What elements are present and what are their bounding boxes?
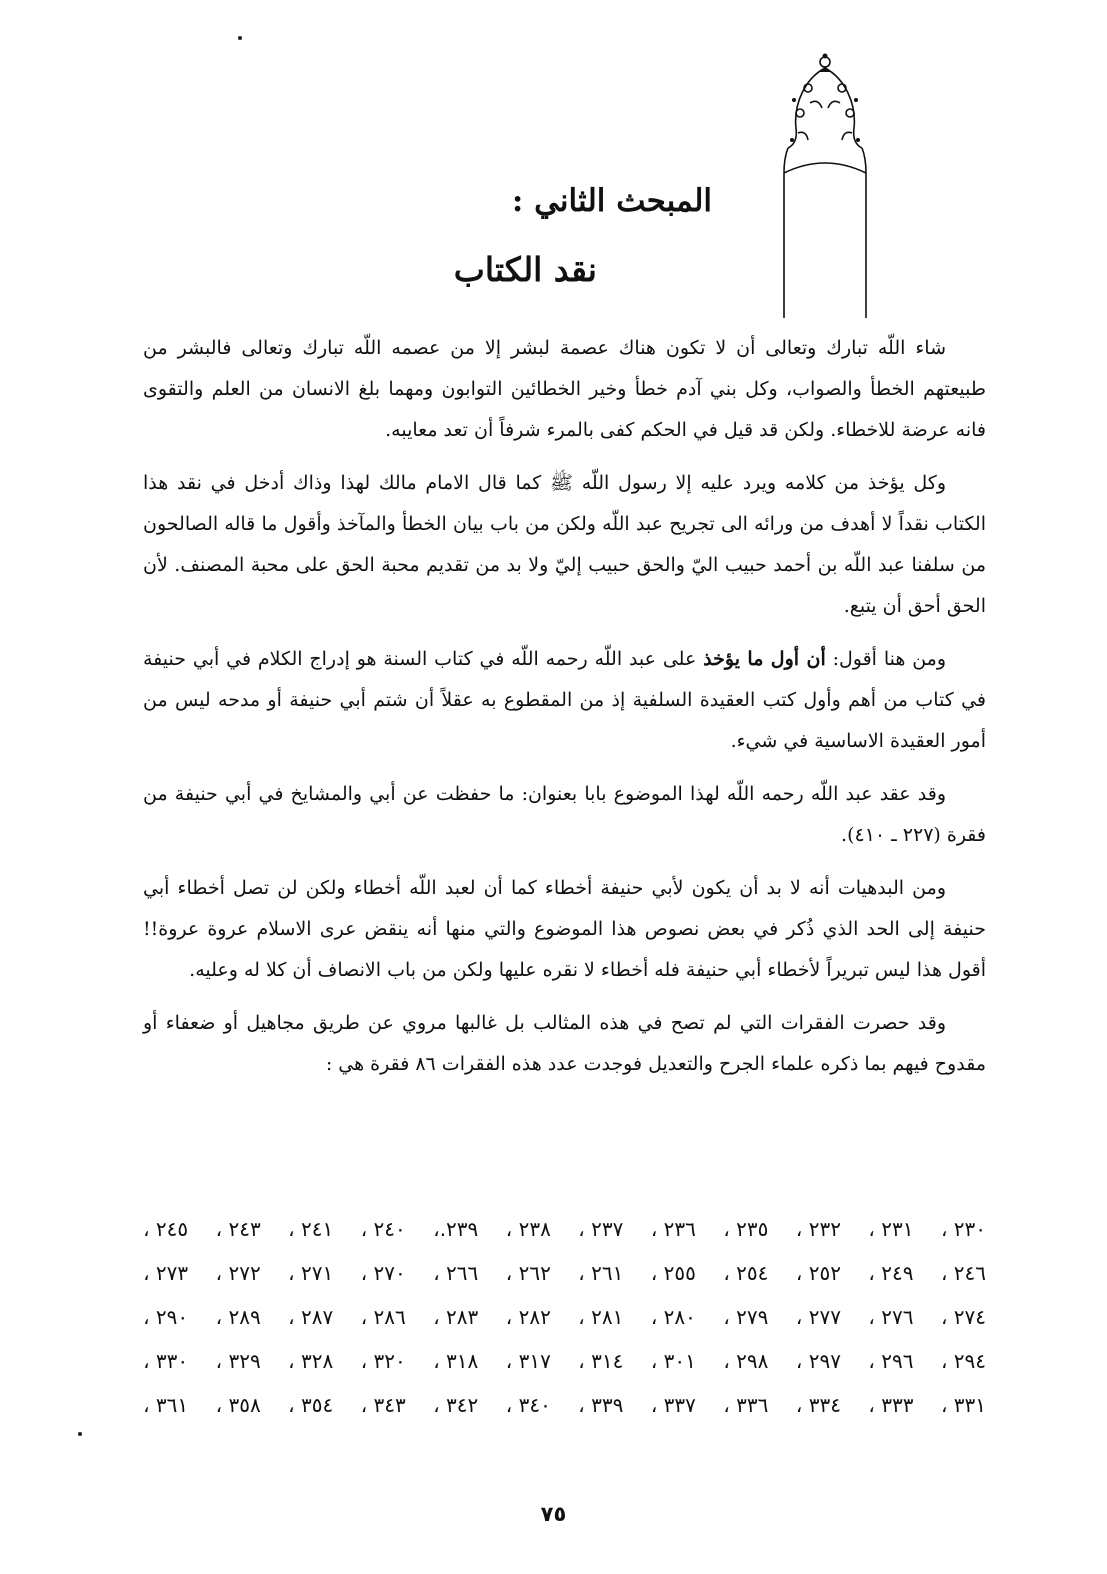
paragraph-number: ٢٧٦ ، — [868, 1305, 914, 1329]
number-row — [143, 1383, 986, 1427]
paragraph-number: ٣٠١ ، — [650, 1349, 696, 1373]
paragraph-number: ٢٤٣ ، — [215, 1217, 261, 1241]
paragraph: وكل يؤخذ من كلامه ويرد عليه إلا رسول اللّه ﷺ كما قال الامام مالك لهذا وذاك أدخل في نقد هذا الكتاب نقداً لا أهدف من ورائه الى تجريح عبد اللّه ولكن من باب بيان الخطأ والمآخذ وأقول ما قاله الصالحون من سلفنا عبد اللّه بن أحمد حبيب اليّ والحق حبيب إليّ ولا بد من تقديم محبة الحق على محبة المصنف. لأن الحق أحق أن يتبع. — [143, 472, 986, 617]
paragraph-number: ٢٨٧ ، — [288, 1305, 334, 1329]
paragraph-number: ٢٣١ ، — [868, 1217, 914, 1241]
arch-ornament-icon — [770, 48, 880, 323]
paragraph-number: ٢٣٨ ، — [505, 1217, 551, 1241]
paragraph — [143, 639, 986, 762]
paragraph-number: ٣٣٧ ، — [650, 1393, 696, 1417]
paragraph-number: ٢٣٩.، — [433, 1217, 479, 1241]
paragraph-lead: ومن هنا أقول: — [825, 648, 947, 670]
section-title: نقد الكتاب — [453, 250, 597, 289]
paragraph-number: ٣٣١ ، — [940, 1393, 986, 1417]
paragraph-number: ٣٦١ ، — [143, 1393, 189, 1417]
paragraph-number: ٢٩٦ ، — [868, 1349, 914, 1373]
paragraph-number: ٣٣٠ ، — [143, 1349, 189, 1373]
body-text — [143, 328, 986, 1097]
paragraph: ومن البدهيات أنه لا بد أن يكون لأبي حنيفة أخطاء كما أن لعبد اللّه أخطاء ولكن لن تصل أخطاء أبي حنيفة إلى الحد الذي ذُكر في بعض نصوص هذا الموضوع والتي منها أنه ينقض عرى الاسلام عروة عروة!! أقول هذا ليس تبريراً لأخطاء أبي حنيفة فله أخطاء لا نقره عليها ولكن من باب الانصاف أن كلا له وعليه. — [143, 877, 986, 981]
paragraph-number: ٢٨٠ ، — [650, 1305, 696, 1329]
paragraph-number: ٢٩٠ ، — [143, 1305, 189, 1329]
paragraph-number: ٣١٤ ، — [578, 1349, 624, 1373]
number-row — [143, 1207, 986, 1251]
paragraph-number: ٢٩٨ ، — [723, 1349, 769, 1373]
paragraph-number: ٢٧١ ، — [288, 1261, 334, 1285]
paragraph-bold-phrase: أن أول ما يؤخذ — [703, 648, 826, 670]
paragraph-number: ٢٧٧ ، — [795, 1305, 841, 1329]
paragraph-number: ٢٩٧ ، — [795, 1349, 841, 1373]
paragraph-number: ٢٣٦ ، — [650, 1217, 696, 1241]
paragraph-number: ٣٤٠ ، — [505, 1393, 551, 1417]
paragraph-number: ٢٧٣ ، — [143, 1261, 189, 1285]
paragraph-number: ٢٨١ ، — [578, 1305, 624, 1329]
paragraph-number: ٢٧٤ ، — [940, 1305, 986, 1329]
number-row — [143, 1295, 986, 1339]
paragraph-number: ٢٤١ ، — [288, 1217, 334, 1241]
paragraph-number: ٣٢٩ ، — [215, 1349, 261, 1373]
speck — [78, 1432, 82, 1436]
paragraph-number: ٣٤٣ ، — [360, 1393, 406, 1417]
paragraph-number: ٣٢٨ ، — [288, 1349, 334, 1373]
number-row — [143, 1251, 986, 1295]
paragraph-number: ٢٣٧ ، — [578, 1217, 624, 1241]
paragraph-number-list — [143, 1207, 986, 1427]
paragraph-number: ٣٥٨ ، — [215, 1393, 261, 1417]
paragraph-number: ٢٦٢ ، — [505, 1261, 551, 1285]
paragraph-number: ٣٤٢ ، — [433, 1393, 479, 1417]
paragraph-number: ٣٣٦ ، — [723, 1393, 769, 1417]
paragraph-number: ٢٥٥ ، — [650, 1261, 696, 1285]
paragraph-number: ٣١٧ ، — [505, 1349, 551, 1373]
paragraph-number: ٢٤٠ ، — [360, 1217, 406, 1241]
paragraph-number: ٢٧٠ ، — [360, 1261, 406, 1285]
paragraph-number: ٣٣٣ ، — [868, 1393, 914, 1417]
paragraph-number: ٢٨٢ ، — [505, 1305, 551, 1329]
paragraph-number: ٢٦٦ ، — [433, 1261, 479, 1285]
paragraph-number: ٢٣٢ ، — [795, 1217, 841, 1241]
paragraph-number: ٢٣٥ ، — [723, 1217, 769, 1241]
paragraph-number: ٢٦١ ، — [578, 1261, 624, 1285]
paragraph-number: ٢٤٩ ، — [868, 1261, 914, 1285]
paragraph-number: ٢٨٩ ، — [215, 1305, 261, 1329]
section-heading: المبحث الثاني : — [511, 183, 712, 219]
paragraph-number: ٢٨٣ ، — [433, 1305, 479, 1329]
paragraph-number: ٢٧٢ ، — [215, 1261, 261, 1285]
paragraph-number: ٢٨٦ ، — [360, 1305, 406, 1329]
page-number: ٧٥ — [540, 1502, 567, 1526]
paragraph: شاء اللّه تبارك وتعالى أن لا تكون هناك عصمة لبشر إلا من عصمه اللّه تبارك وتعالى فالبشر من طبيعتهم الخطأ والصواب، وكل بني آدم خطأ وخير الخطائين التوابون ومهما بلغ الانسان من العلم والتقوى فانه عرضة للاخطاء. ولكن قد قيل في الحكم كفى بالمرء شرفاً أن تعد معايبه. — [143, 337, 986, 441]
paragraph: وقد عقد عبد اللّه رحمه اللّه لهذا الموضوع بابا بعنوان: ما حفظت عن أبي والمشايخ في أبي حنيفة من فقرة (٢٢٧ ـ ٤١٠). — [143, 783, 986, 846]
paragraph-number: ٢٣٠ ، — [940, 1217, 986, 1241]
paragraph-number: ٢٤٦ ، — [940, 1261, 986, 1285]
paragraph-number: ٢٥٤ ، — [723, 1261, 769, 1285]
paragraph-number: ٢٩٤ ، — [940, 1349, 986, 1373]
paragraph-number: ٣٣٤ ، — [795, 1393, 841, 1417]
paragraph: وقد حصرت الفقرات التي لم تصح في هذه المثالب بل غالبها مروي عن طريق مجاهيل أو ضعفاء أو مقدوح فيهم بما ذكره علماء الجرح والتعديل فوجدت عدد هذه الفقرات ٨٦ فقرة هي : — [143, 1012, 986, 1075]
paragraph-rest: على عبد اللّه رحمه اللّه في كتاب السنة هو إدراج الكلام في أبي حنيفة في كتاب من أهم وأول كتب العقيدة السلفية إذ من المقطوع به عقلاً أن شتم أبي حنيفة أو مدحه ليس من أمور العقيدة الاساسية في شيء. — [143, 648, 986, 752]
paragraph-number: ٣٣٩ ، — [578, 1393, 624, 1417]
number-row — [143, 1339, 986, 1383]
paragraph-number: ٢٧٩ ، — [723, 1305, 769, 1329]
paragraph-number: ٣١٨ ، — [433, 1349, 479, 1373]
paragraph-number: ٢٤٥ ، — [143, 1217, 189, 1241]
speck — [238, 36, 242, 40]
paragraph-number: ٢٥٢ ، — [795, 1261, 841, 1285]
paragraph-number: ٣٢٠ ، — [360, 1349, 406, 1373]
paragraph-number: ٣٥٤ ، — [288, 1393, 334, 1417]
